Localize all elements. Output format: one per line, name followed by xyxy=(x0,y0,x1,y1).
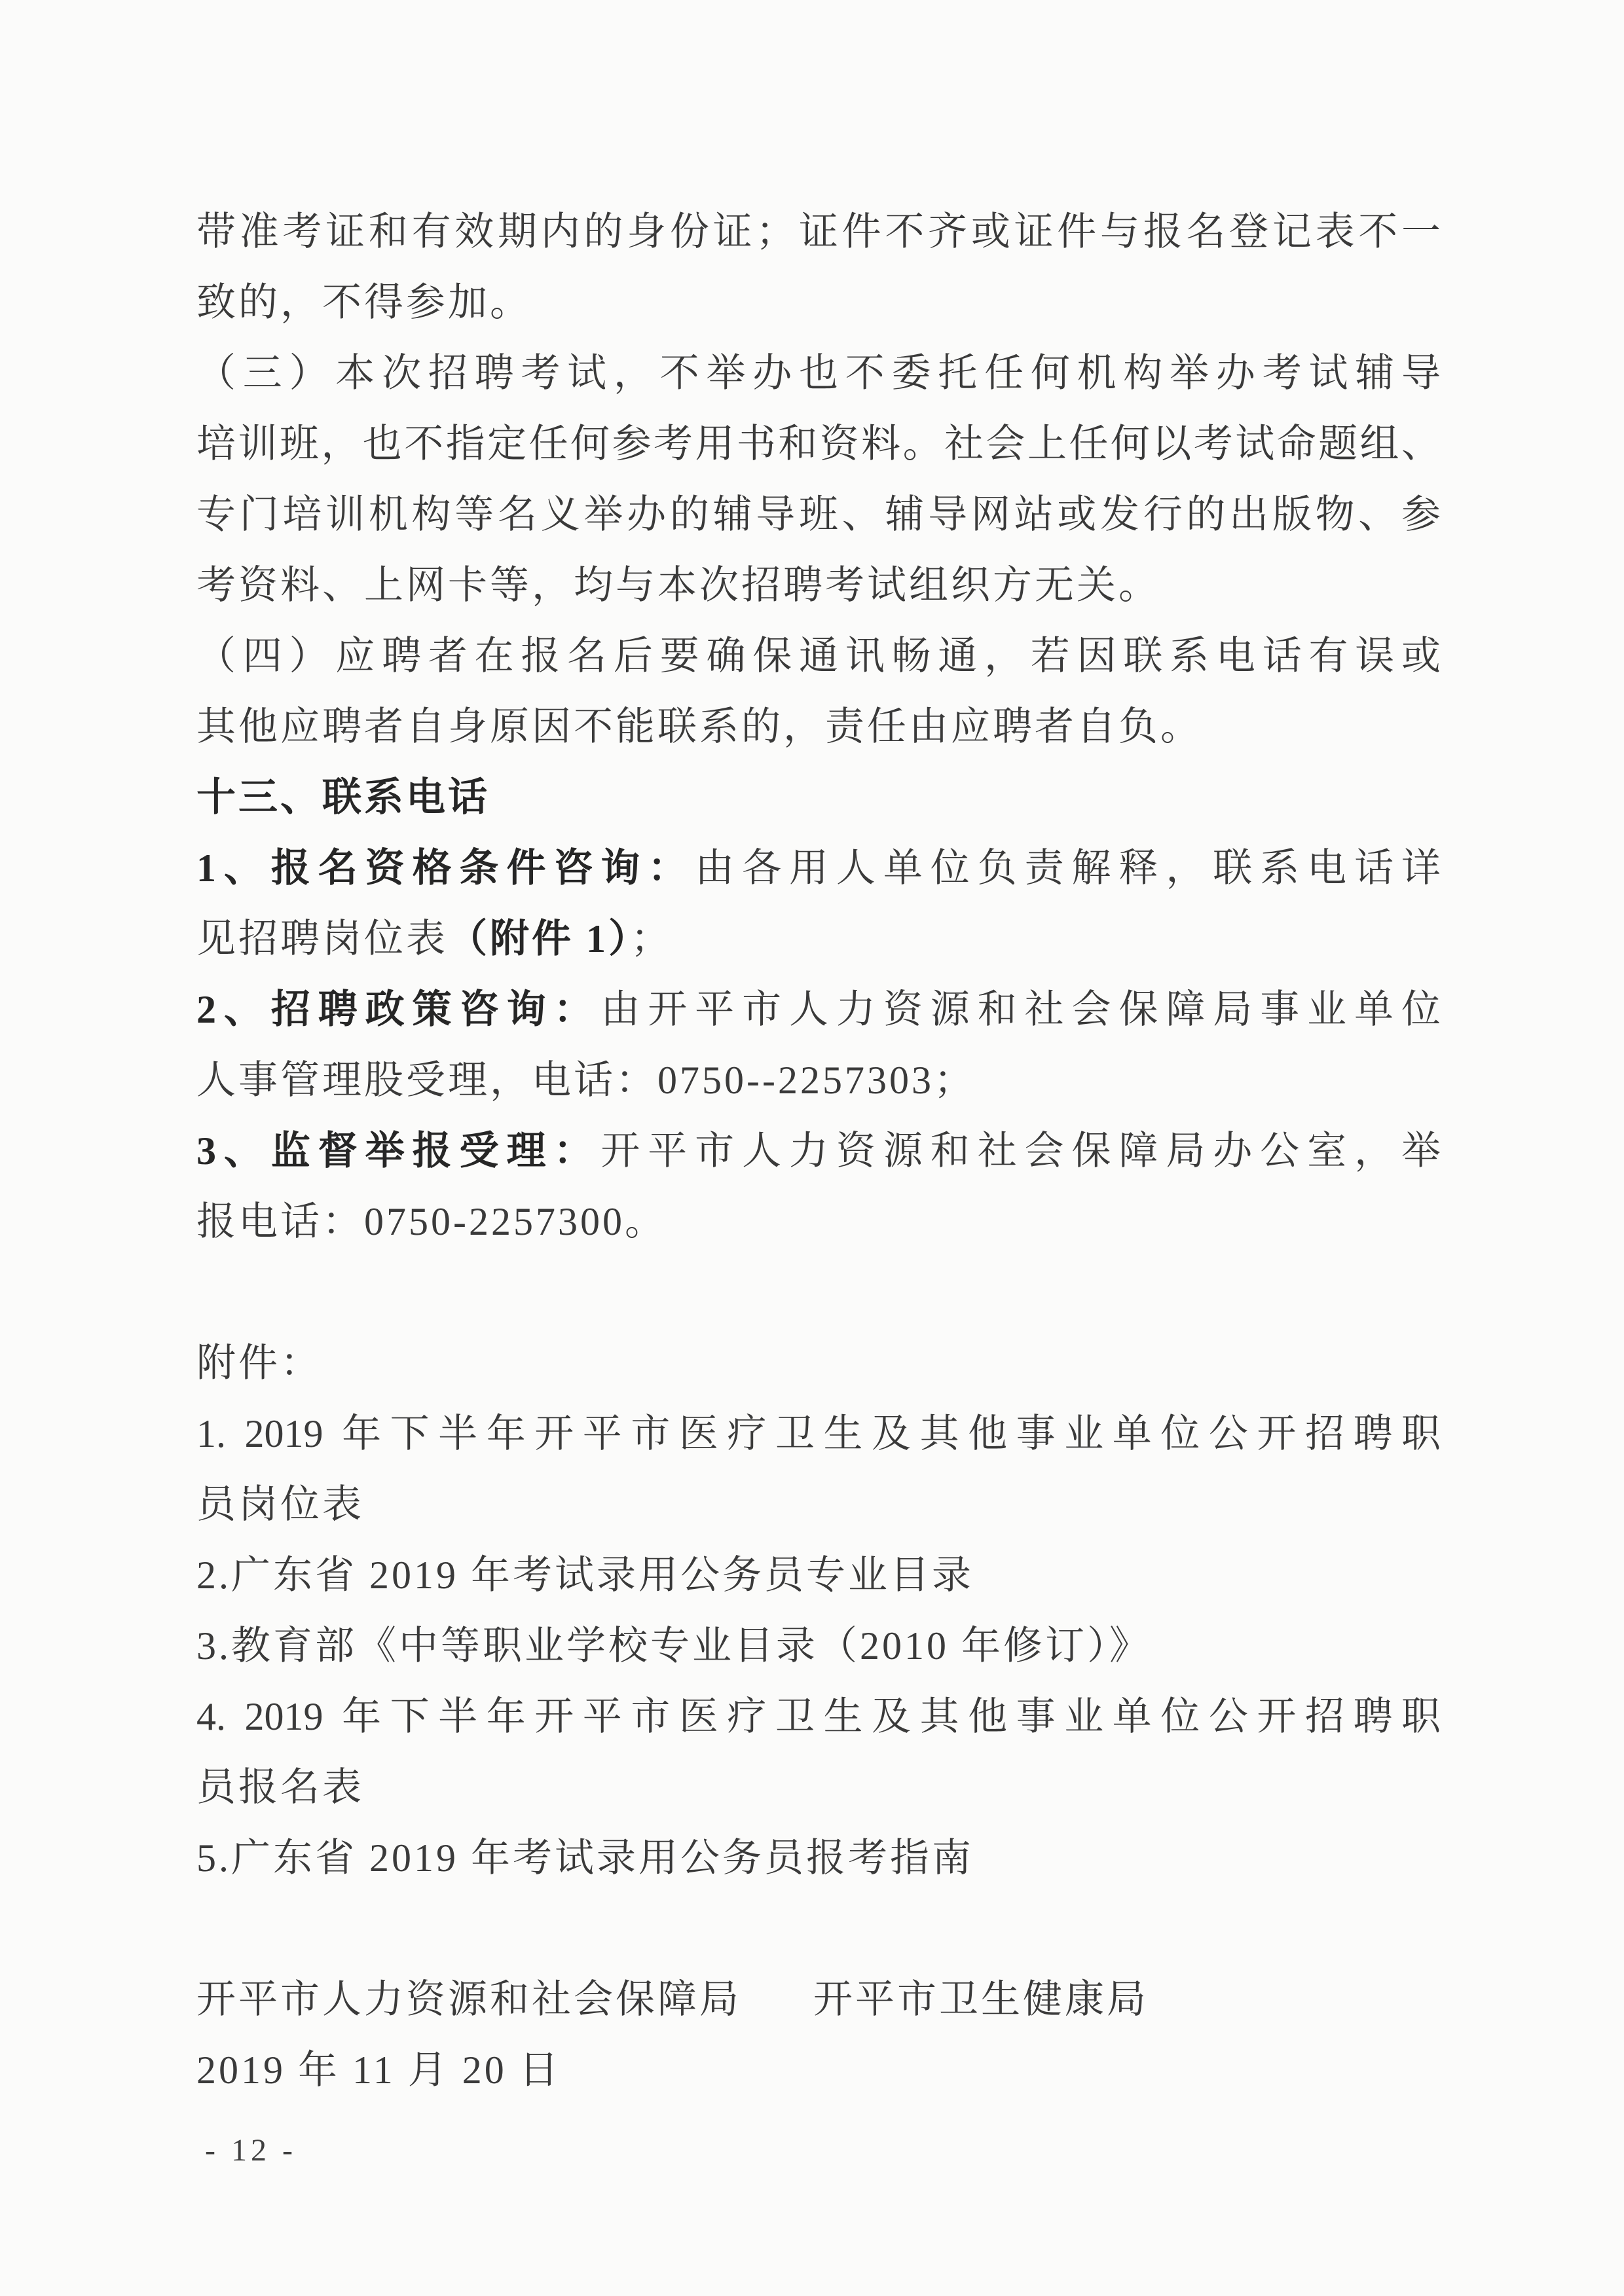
paragraph-continuation-end: 致的，不得参加。 xyxy=(196,281,532,324)
issue-date: 2019 年 11 月 20 日 xyxy=(196,2049,561,2092)
paragraph-item-3: （三）本次招聘考试，不举办也不委托任何机构举办考试辅导 xyxy=(196,352,1441,395)
blank-line xyxy=(196,1893,1441,1964)
signature-gap xyxy=(741,2012,813,2013)
attachment-item-4: 4. 2019 年下半年开平市医疗卫生及其他事业单位公开招聘职 xyxy=(196,1695,1441,1738)
paragraph-item-4: （四）应聘者在报名后要确保通讯畅通，若因联系电话有误或 xyxy=(196,634,1441,678)
contact-item-1 xyxy=(196,833,1441,903)
body-text xyxy=(196,196,1441,2105)
attachment-item-3: 3.教育部《中等职业学校专业目录（2010 年修订）》 xyxy=(196,1624,1151,1667)
contact-item-1-attachment-ref: （附件 1） xyxy=(448,917,631,960)
page-number: - 12 - xyxy=(205,2133,297,2168)
contact-item-2 xyxy=(196,974,1441,1045)
paragraph-item-3-line-4: 考资料、上网卡等，均与本次招聘考试组织方无关。 xyxy=(196,564,1160,607)
contact-item-2-continued: 人事管理股受理，电话：0750--2257303； xyxy=(196,1059,976,1102)
signature-line xyxy=(196,1964,1441,2035)
attachment-item-2: 2.广东省 2019 年考试录用公务员专业目录 xyxy=(196,1554,974,1597)
contact-item-3-continued: 报电话：0750-2257300。 xyxy=(196,1200,667,1243)
contact-item-3-text: 开平市人力资源和社会保障局办公室，举 xyxy=(600,1129,1441,1173)
section-heading-contact: 十三、联系电话 xyxy=(196,776,490,819)
contact-item-1-text: 由各用人单位负责解释，联系电话详 xyxy=(695,847,1441,890)
contact-item-1-cont-text: 见招聘岗位表 xyxy=(196,917,448,960)
contact-item-1-continued xyxy=(196,903,1441,974)
contact-item-3 xyxy=(196,1116,1441,1186)
signature-org-2: 开平市卫生健康局 xyxy=(813,1978,1149,2021)
attachment-item-1-continued: 员岗位表 xyxy=(196,1483,364,1526)
paragraph-item-3-line-3: 专门培训机构等名义举办的辅导班、辅导网站或发行的出版物、参 xyxy=(196,493,1441,536)
blank-line xyxy=(196,1257,1441,1328)
attachment-item-1: 1. 2019 年下半年开平市医疗卫生及其他事业单位公开招聘职 xyxy=(196,1412,1441,1455)
contact-item-2-label: 2、招聘政策咨询： xyxy=(196,988,601,1031)
paragraph-item-3-line-2: 培训班，也不指定任何参考用书和资料。社会上任何以考试命题组、 xyxy=(196,422,1441,465)
signature-org-1: 开平市人力资源和社会保障局 xyxy=(196,1978,741,2021)
paragraph-item-4-line-2: 其他应聘者自身原因不能联系的，责任由应聘者自负。 xyxy=(196,705,1202,748)
contact-item-1-label: 1、报名资格条件咨询： xyxy=(196,847,695,890)
contact-item-1-cont-tail: ； xyxy=(631,917,673,960)
paragraph-continuation: 带准考证和有效期内的身份证；证件不齐或证件与报名登记表不一 xyxy=(196,210,1441,253)
contact-item-3-label: 3、监督举报受理： xyxy=(196,1129,601,1173)
contact-item-2-text: 由开平市人力资源和社会保障局事业单位 xyxy=(600,988,1441,1031)
attachments-label: 附件： xyxy=(196,1341,322,1385)
attachment-item-5: 5.广东省 2019 年考试录用公务员报考指南 xyxy=(196,1836,974,1880)
attachment-item-4-continued: 员报名表 xyxy=(196,1766,364,1809)
